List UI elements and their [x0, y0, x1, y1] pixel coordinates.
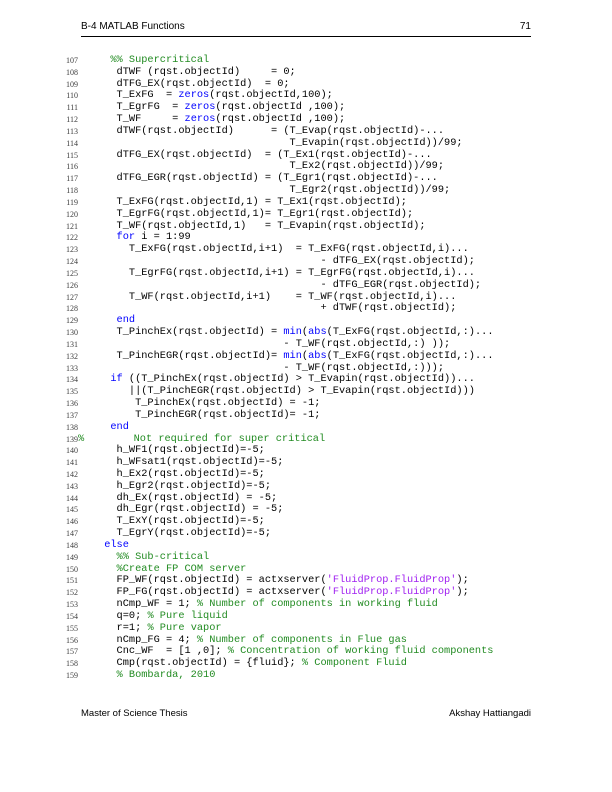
line-number: 143 [66, 481, 78, 491]
line-number: 114 [66, 138, 78, 148]
code-text: T_WF = zeros(rqst.objectId ,100); [98, 113, 346, 126]
line-number: 117 [66, 174, 78, 184]
line-number: 108 [66, 67, 78, 77]
code-text: T_Ex2(rqst.objectId))/99; [98, 160, 445, 173]
line-number: 124 [66, 257, 78, 267]
code-text: T_PinchEGR(rqst.objectId)= -1; [98, 408, 321, 421]
code-text: ||(T_PinchEGR(rqst.objectId) > T_Evapin(rqst.objectId))) [98, 385, 475, 398]
line-number: 144 [66, 493, 78, 503]
line-number: 159 [66, 671, 78, 681]
line-number: 111 [66, 103, 78, 113]
code-text: T_PinchEGR(rqst.objectId)= min(abs(T_ExFG(rqst.objectId,:)... [98, 349, 494, 362]
code-text: dTFG_EGR(rqst.objectId) = (T_Egr1(rqst.objectId)-... [98, 172, 438, 185]
line-number: 116 [66, 162, 78, 172]
line-number: 132 [66, 351, 78, 361]
line-number: 109 [66, 79, 78, 89]
footer-thesis-label: Master of Science Thesis [81, 708, 188, 719]
line-number: 129 [66, 316, 78, 326]
code-text: for i = 1:99 [116, 231, 191, 244]
line-number: 115 [66, 150, 78, 160]
line-number: 122 [66, 233, 78, 243]
line-number: 118 [66, 186, 78, 196]
code-text: T_ExFG = zeros(rqst.objectId,100); [98, 89, 333, 102]
line-number: 136 [66, 399, 78, 409]
code-text: T_WF(rqst.objectId,1) = T_Evapin(rqst.objectId); [98, 219, 426, 232]
code-text: T_EgrY(rqst.objectId)=-5; [98, 527, 272, 540]
code-text: nCmp_FG = 4; % Number of components in Flue gas [98, 633, 407, 646]
line-number: 151 [66, 576, 78, 586]
code-text: Cnc_WF = [1 ,0]; % Concentration of working fluid components [98, 645, 494, 658]
code-text: else [104, 538, 129, 551]
line-number: 148 [66, 540, 78, 550]
code-listing [62, 55, 602, 682]
line-number: 156 [66, 635, 78, 645]
line-number: 152 [66, 588, 78, 598]
line-number: 147 [66, 529, 78, 539]
line-number: 134 [66, 375, 78, 385]
code-text: q=0; % Pure liquid [98, 609, 228, 622]
page-footer [81, 708, 531, 720]
code-text: end [116, 314, 136, 327]
line-number: 140 [66, 446, 78, 456]
code-text: T_EgrFG(rqst.objectId,1)= T_Egr1(rqst.objectId); [98, 207, 414, 220]
page-header [81, 21, 531, 37]
code-text: T_WF(rqst.objectId,i+1) = T_WF(rqst.objectId,i)... [98, 290, 457, 303]
code-text: dTFG_EX(rqst.objectId) = 0; [98, 77, 290, 90]
code-text: T_ExY(rqst.objectId)=-5; [98, 515, 265, 528]
code-text: %% Sub-critical [98, 550, 210, 563]
line-number: 131 [66, 339, 78, 349]
footer-author-name: Akshay Hattiangadi [449, 708, 531, 719]
code-text: dh_Ex(rqst.objectId) = -5; [98, 491, 278, 504]
code-text: h_Egr2(rqst.objectId)=-5; [98, 479, 272, 492]
line-number: 127 [66, 292, 78, 302]
code-text: T_EgrFG = zeros(rqst.objectId ,100); [98, 101, 346, 114]
code-text: T_Egr2(rqst.objectId))/99; [98, 184, 451, 197]
line-number: 138 [66, 422, 78, 432]
line-number: 120 [66, 209, 78, 219]
code-text: T_PinchEx(rqst.objectId) = min(abs(T_ExFG(rqst.objectId,:)... [98, 326, 494, 339]
line-number: 149 [66, 552, 78, 562]
code-text: if ((T_PinchEx(rqst.objectId) > T_Evapin(rqst.objectId))... [110, 373, 475, 386]
line-number: 130 [66, 328, 78, 338]
code-text: h_WF1(rqst.objectId)=-5; [98, 444, 265, 457]
code-text: - T_WF(rqst.objectId,:) )); [98, 337, 451, 350]
code-text: FP_FG(rqst.objectId) = actxserver('FluidProp.FluidProp'); [98, 586, 469, 599]
line-number: 158 [66, 659, 78, 669]
line-number: 113 [66, 126, 78, 136]
code-text: T_Evapin(rqst.objectId))/99; [98, 136, 463, 149]
line-number: 157 [66, 647, 78, 657]
line-number: 139 [66, 434, 78, 444]
code-text: h_Ex2(rqst.objectId)=-5; [98, 467, 265, 480]
line-number: 150 [66, 564, 78, 574]
code-text: %% Supercritical [98, 54, 210, 66]
code-text: T_EgrFG(rqst.objectId,i+1) = T_EgrFG(rqst.objectId,i)... [98, 266, 475, 279]
code-text: % Not required for super critical [78, 432, 326, 445]
line-number: 121 [66, 221, 78, 231]
code-text: - dTFG_EX(rqst.objectId); [98, 255, 475, 268]
code-text: dh_Egr(rqst.objectId) = -5; [98, 503, 284, 516]
line-number: 123 [66, 245, 78, 255]
page-number: 71 [519, 21, 531, 32]
line-number: 126 [66, 280, 78, 290]
code-text: T_PinchEx(rqst.objectId) = -1; [98, 397, 321, 410]
code-text: % Bombarda, 2010 [98, 669, 216, 682]
line-number: 154 [66, 611, 78, 621]
code-text: T_ExFG(rqst.objectId,1) = T_Ex1(rqst.objectId); [98, 195, 407, 208]
code-text: Cmp(rqst.objectId) = {fluid}; % Component Fluid [98, 657, 407, 670]
code-line [62, 528, 602, 540]
code-line [62, 670, 602, 682]
code-text: - dTFG_EGR(rqst.objectId); [98, 278, 482, 291]
line-number: 133 [66, 363, 78, 373]
line-number: 110 [66, 91, 78, 101]
line-number: 135 [66, 387, 78, 397]
code-text: r=1; % Pure vapor [98, 621, 222, 634]
line-number: 145 [66, 505, 78, 515]
line-number: 155 [66, 623, 78, 633]
code-line [62, 303, 602, 315]
code-text: %Create FP COM server [98, 562, 247, 575]
line-number: 153 [66, 600, 78, 610]
line-number: 112 [66, 115, 78, 125]
code-text: nCmp_WF = 1; % Number of components in working fluid [98, 598, 438, 611]
code-text: dTWF(rqst.objectId) = (T_Evap(rqst.objectId)-... [98, 124, 445, 137]
header-section-title: B-4 MATLAB Functions [81, 21, 185, 32]
line-number: 128 [66, 304, 78, 314]
line-number: 107 [66, 56, 78, 65]
line-number: 141 [66, 458, 78, 468]
code-text: end [110, 420, 129, 433]
code-text: - T_WF(rqst.objectId,:))); [98, 361, 445, 374]
code-text: T_ExFG(rqst.objectId,i+1) = T_ExFG(rqst.objectId,i)... [98, 243, 469, 256]
line-number: 125 [66, 268, 78, 278]
code-text: FP_WF(rqst.objectId) = actxserver('FluidProp.FluidProp'); [98, 574, 469, 587]
line-number: 142 [66, 469, 78, 479]
line-number: 137 [66, 410, 78, 420]
code-text: dTFG_EX(rqst.objectId) = (T_Ex1(rqst.objectId)-... [98, 148, 432, 161]
line-number: 146 [66, 517, 78, 527]
code-text: dTWF (rqst.objectId) = 0; [98, 65, 296, 78]
code-text: + dTWF(rqst.objectId); [98, 302, 457, 315]
code-text: h_WFsat1(rqst.objectId)=-5; [98, 456, 284, 469]
line-number: 119 [66, 197, 78, 207]
code-line [62, 410, 602, 422]
